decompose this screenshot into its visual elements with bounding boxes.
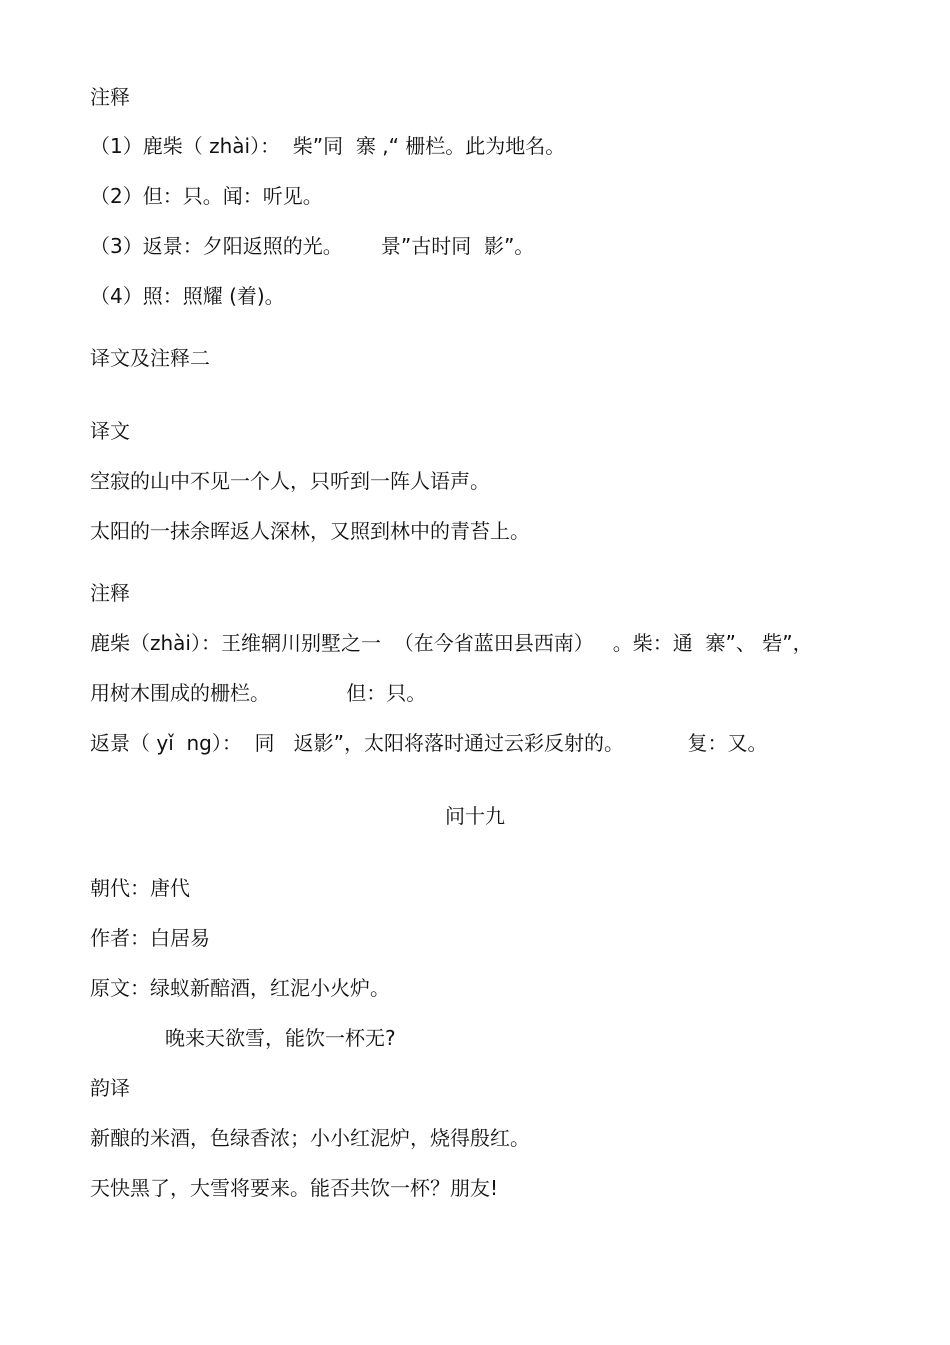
author-name: 白居易 [150, 926, 210, 950]
poem-title: 问十九 [445, 804, 505, 828]
translation-heading: 译文 [90, 419, 130, 443]
translation-line-2: 太阳的一抹余晖返人深林，又照到林中的青苔上。 [90, 519, 530, 543]
rhyme-line-2: 天快黑了，大雪将要来。能否共饮一杯？朋友! [90, 1176, 499, 1200]
rhyme-heading: 韵译 [90, 1076, 130, 1100]
section-title: 译文及注释二 [90, 346, 210, 370]
poem-original-line-1: 原文：绿蚁新醅酒，红泥小火炉。 [90, 976, 390, 1000]
poem-dynasty: 朝代：唐代 [90, 876, 190, 900]
notes-heading: 注释 [90, 85, 130, 109]
note-line-3: 返景（ yǐ ng）： 同 返影”，太阳将落时通过云彩反射的。 复：又。 [90, 731, 768, 755]
poem-original-line-2: 晚来天欲雪，能饮一杯无? [165, 1026, 396, 1050]
notes-heading-2: 注释 [90, 581, 130, 605]
note-item-1: （1）鹿柴（ zhài）： 柴”同 寨 ,“ 栅栏。此为地名。 [90, 134, 566, 158]
author-label: 作者： [90, 926, 150, 950]
note-line-2: 用树木围成的栅栏。 但：只。 [90, 681, 427, 705]
note-item-4: （4）照：照耀 (着)。 [90, 284, 285, 308]
rhyme-line-1: 新酿的米酒，色绿香浓；小小红泥炉，烧得殷红。 [90, 1126, 530, 1150]
note-line-1: 鹿柴（zhài）：王维辋川别墅之一 （在今省蓝田县西南） 。柴：通 寨”、 砦”， [90, 631, 813, 655]
poem-author [90, 925, 210, 951]
note-item-2: （2）但：只。闻：听见。 [90, 184, 323, 208]
translation-line-1: 空寂的山中不见一个人，只听到一阵人语声。 [90, 469, 490, 493]
note-item-3: （3）返景：夕阳返照的光。 景”古时同 影”。 [90, 234, 535, 258]
